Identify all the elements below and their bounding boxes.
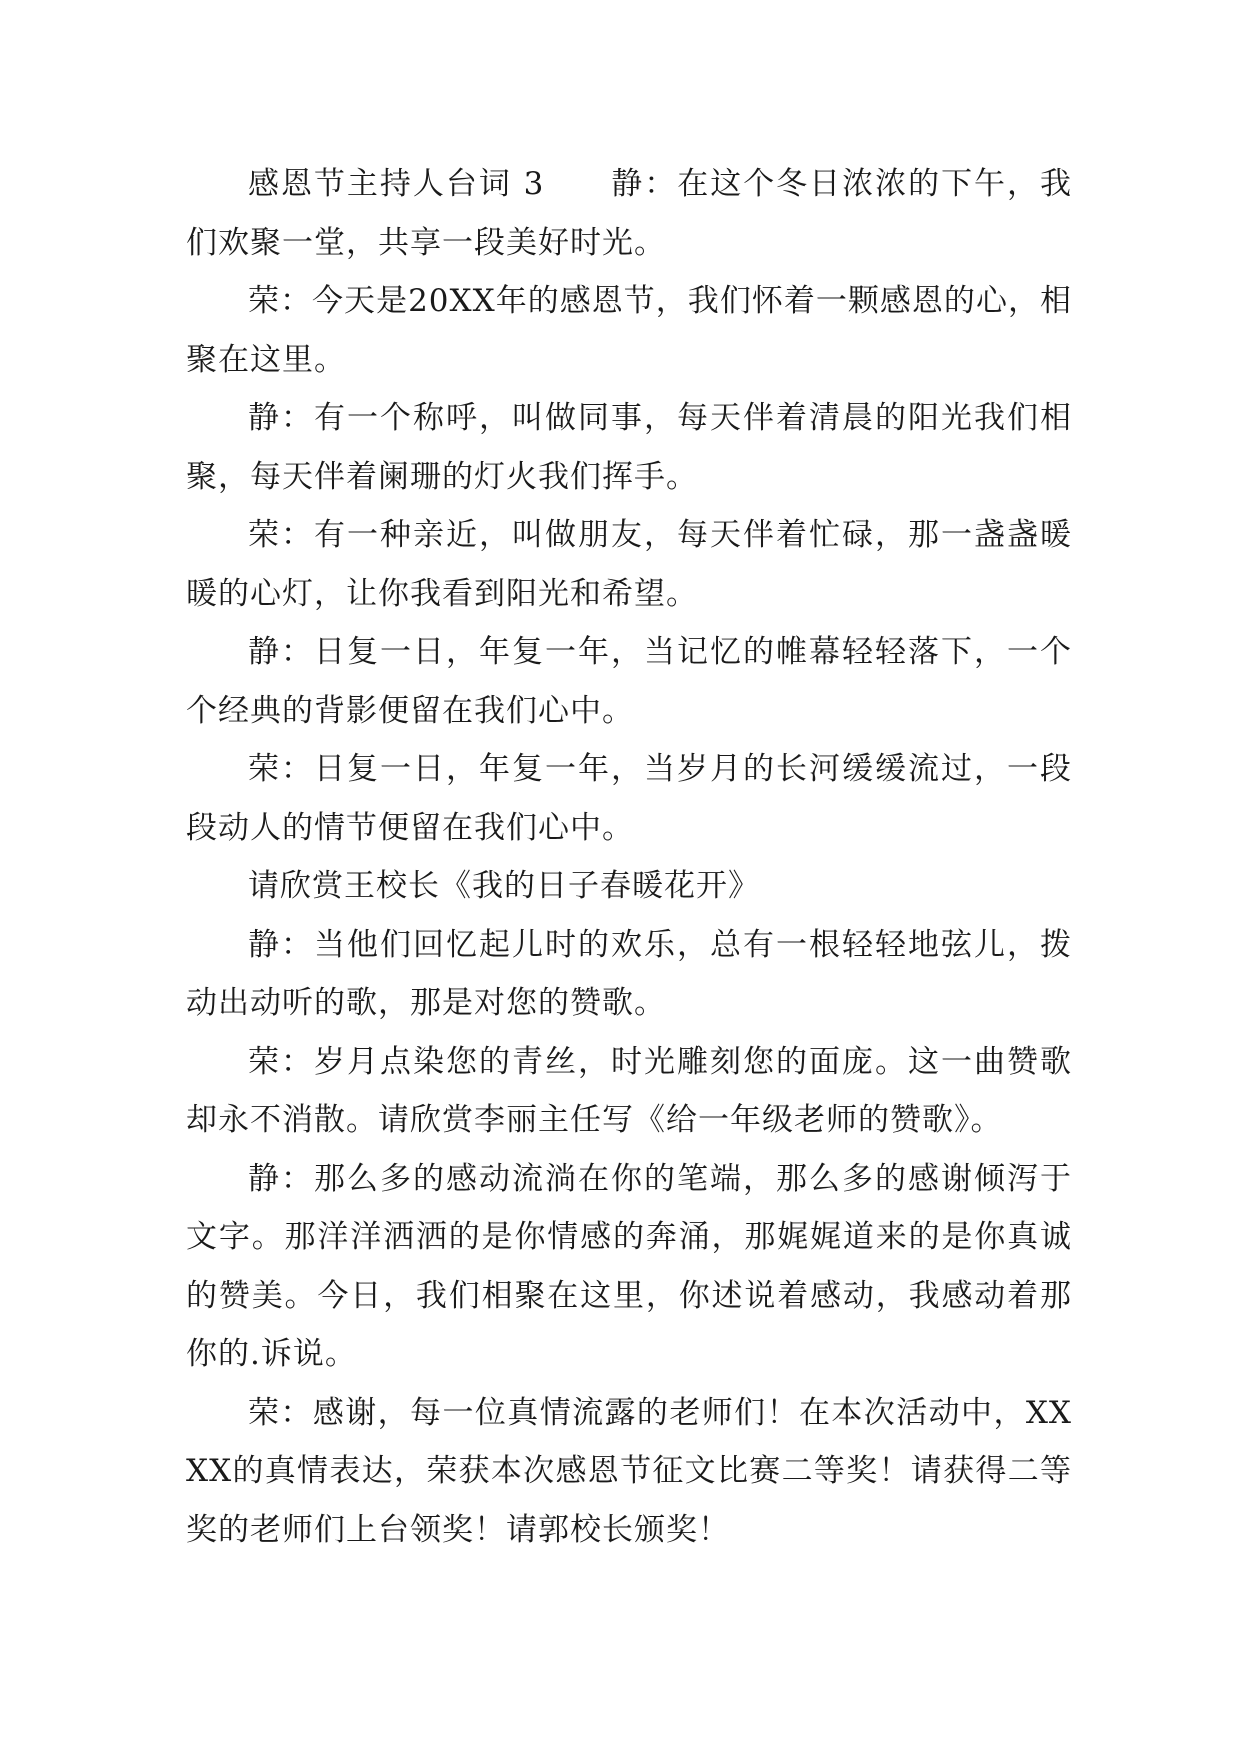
paragraph-8: 静：当他们回忆起儿时的欢乐，总有一根轻轻地弦儿，拨动出动听的歌，那是对您的赞歌。 (186, 926, 1072, 1021)
paragraph-3: 静：有一个称呼，叫做同事，每天伴着清晨的阳光我们相聚，每天伴着阑珊的灯火我们挥手。 (186, 400, 1072, 495)
paragraph-6: 荣：日复一日，年复一年，当岁月的长河缓缓流过，一段段动人的情节便留在我们心中。 (186, 751, 1072, 846)
paragraph-4: 荣：有一种亲近，叫做朋友，每天伴着忙碌，那一盏盏暖暖的心灯，让你我看到阳光和希望。 (186, 517, 1072, 612)
paragraph-7: 请欣赏王校长《我的日子春暖花开》 (248, 868, 760, 904)
paragraph-9: 荣：岁月点染您的青丝，时光雕刻您的面庞。这一曲赞歌却永不消散。请欣赏李丽主任写《给一年级老师的赞歌》。 (186, 1043, 1072, 1138)
paragraph-2: 荣：今天是20XX年的感恩节，我们怀着一颗感恩的心，相聚在这里。 (186, 283, 1072, 378)
paragraph-1: 感恩节主持人台词 3 静：在这个冬日浓浓的下午，我们欢聚一堂，共享一段美好时光。 (186, 166, 1072, 261)
paragraph-11: 荣：感谢，每一位真情流露的老师们！在本次活动中，XXXX的真情表达，荣获本次感恩节征文比赛二等奖！请获得二等奖的老师们上台领奖！请郭校长颁奖！ (186, 1394, 1072, 1548)
paragraph-10: 静：那么多的感动流淌在你的笔端，那么多的感谢倾泻于文字。那洋洋洒洒的是你情感的奔涌，那娓娓道来的是你真诚的赞美。今日，我们相聚在这里，你述说着感动，我感动着那你的.诉说。 (186, 1160, 1072, 1372)
paragraph-5: 静：日复一日，年复一年，当记忆的帷幕轻轻落下，一个个经典的背影便留在我们心中。 (186, 634, 1072, 729)
document-body (186, 155, 1072, 1559)
